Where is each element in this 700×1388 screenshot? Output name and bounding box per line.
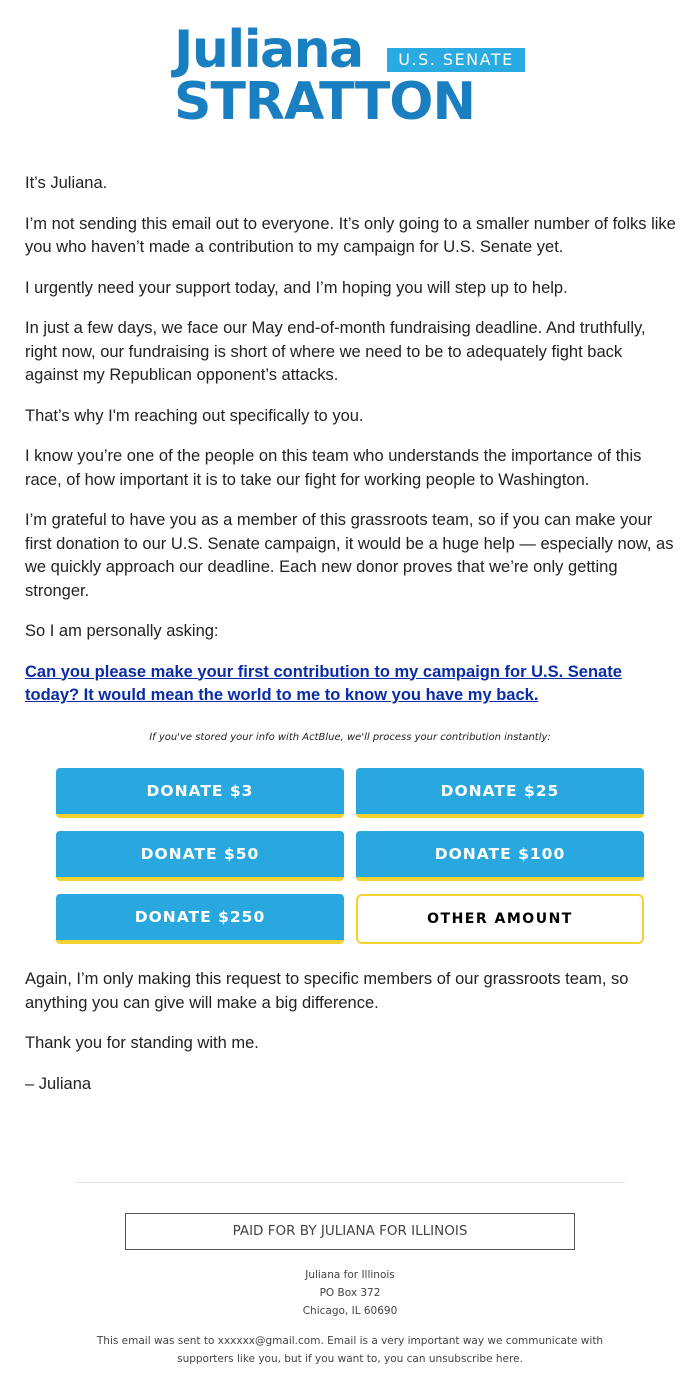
paid-for-disclaimer: PAID FOR BY JULIANA FOR ILLINOIS <box>125 1213 575 1250</box>
ask-paragraph <box>25 661 677 708</box>
legal-prefix: This email was sent to <box>96 1335 218 1347</box>
body-paragraph: So I am personally asking: <box>25 622 219 640</box>
closing-paragraph: Again, I’m only making this request to specific members of our grassroots team, so anything you can give will make a big difference. <box>25 970 629 1012</box>
body-paragraph: I’m not sending this email out to everyone. It’s only going to a smaller number of folks like you who haven’t made a contribution to my campaign for U.S. Senate yet. <box>25 214 676 256</box>
donate-50-button[interactable]: DONATE $50 <box>56 831 344 881</box>
logo-senate-badge: U.S. SENATE <box>387 48 525 72</box>
signature: – Juliana <box>25 1074 92 1093</box>
body-paragraph: It’s Juliana. <box>25 174 108 192</box>
body-paragraph: In just a few days, we face our May end-of-month fundraising deadline. And truthfully, right now, our fundraising is short of where we need to be to adequately fight back against my Republican opponent’s attacks. <box>25 319 646 384</box>
legal-notice <box>90 1332 610 1368</box>
campaign-logo <box>174 20 529 132</box>
actblue-note: If you've stored your info with ActBlue, we'll process your contribution instantly: <box>149 732 551 743</box>
address-line: Juliana for Illinois <box>305 1269 395 1281</box>
logo-last-name: STRATTON <box>174 72 476 132</box>
address-line: PO Box 372 <box>319 1287 381 1299</box>
email-body <box>25 172 677 725</box>
legal-suffix: . <box>519 1353 523 1365</box>
other-amount-button[interactable]: OTHER AMOUNT <box>356 894 644 944</box>
body-paragraph: That’s why I'm reaching out specifically to you. <box>25 406 364 425</box>
mailing-address <box>0 1266 700 1320</box>
body-paragraph: I’m grateful to have you as a member of this grassroots team, so if you can make your first donation to our U.S. Senate campaign, it would be a huge help — especially now, as we quickly approach our deadline. Each new donor proves that we’re only getting stronger. <box>25 511 674 600</box>
donate-250-button[interactable]: DONATE $250 <box>56 894 344 944</box>
donate-100-button[interactable]: DONATE $100 <box>356 831 644 881</box>
address-line: Chicago, IL 60690 <box>302 1305 398 1317</box>
recipient-email-link[interactable]: xxxxxx@gmail.com <box>217 1335 321 1347</box>
closing-paragraph: Thank you for standing with me. <box>25 1034 259 1052</box>
closing-section <box>25 968 677 1113</box>
legal-middle: . Email is a very important way we communicate with supporters like you, but if you want to, you can <box>177 1335 604 1365</box>
footer-divider <box>75 1182 625 1183</box>
donate-3-button[interactable]: DONATE $3 <box>56 768 344 818</box>
body-paragraph: I urgently need your support today, and I’m hoping you will step up to help. <box>25 278 568 297</box>
logo-first-name: Juliana <box>174 20 363 80</box>
contribution-link[interactable]: Can you please make your first contribution to my campaign for U.S. Senate today? It would mean the world to me to know you have my back. <box>25 662 622 704</box>
donate-25-button[interactable]: DONATE $25 <box>356 768 644 818</box>
body-paragraph: I know you’re one of the people on this team who understands the importance of this race, of how important it is to take our fight for working people to Washington. <box>25 447 642 489</box>
unsubscribe-link[interactable]: unsubscribe here <box>428 1353 520 1365</box>
